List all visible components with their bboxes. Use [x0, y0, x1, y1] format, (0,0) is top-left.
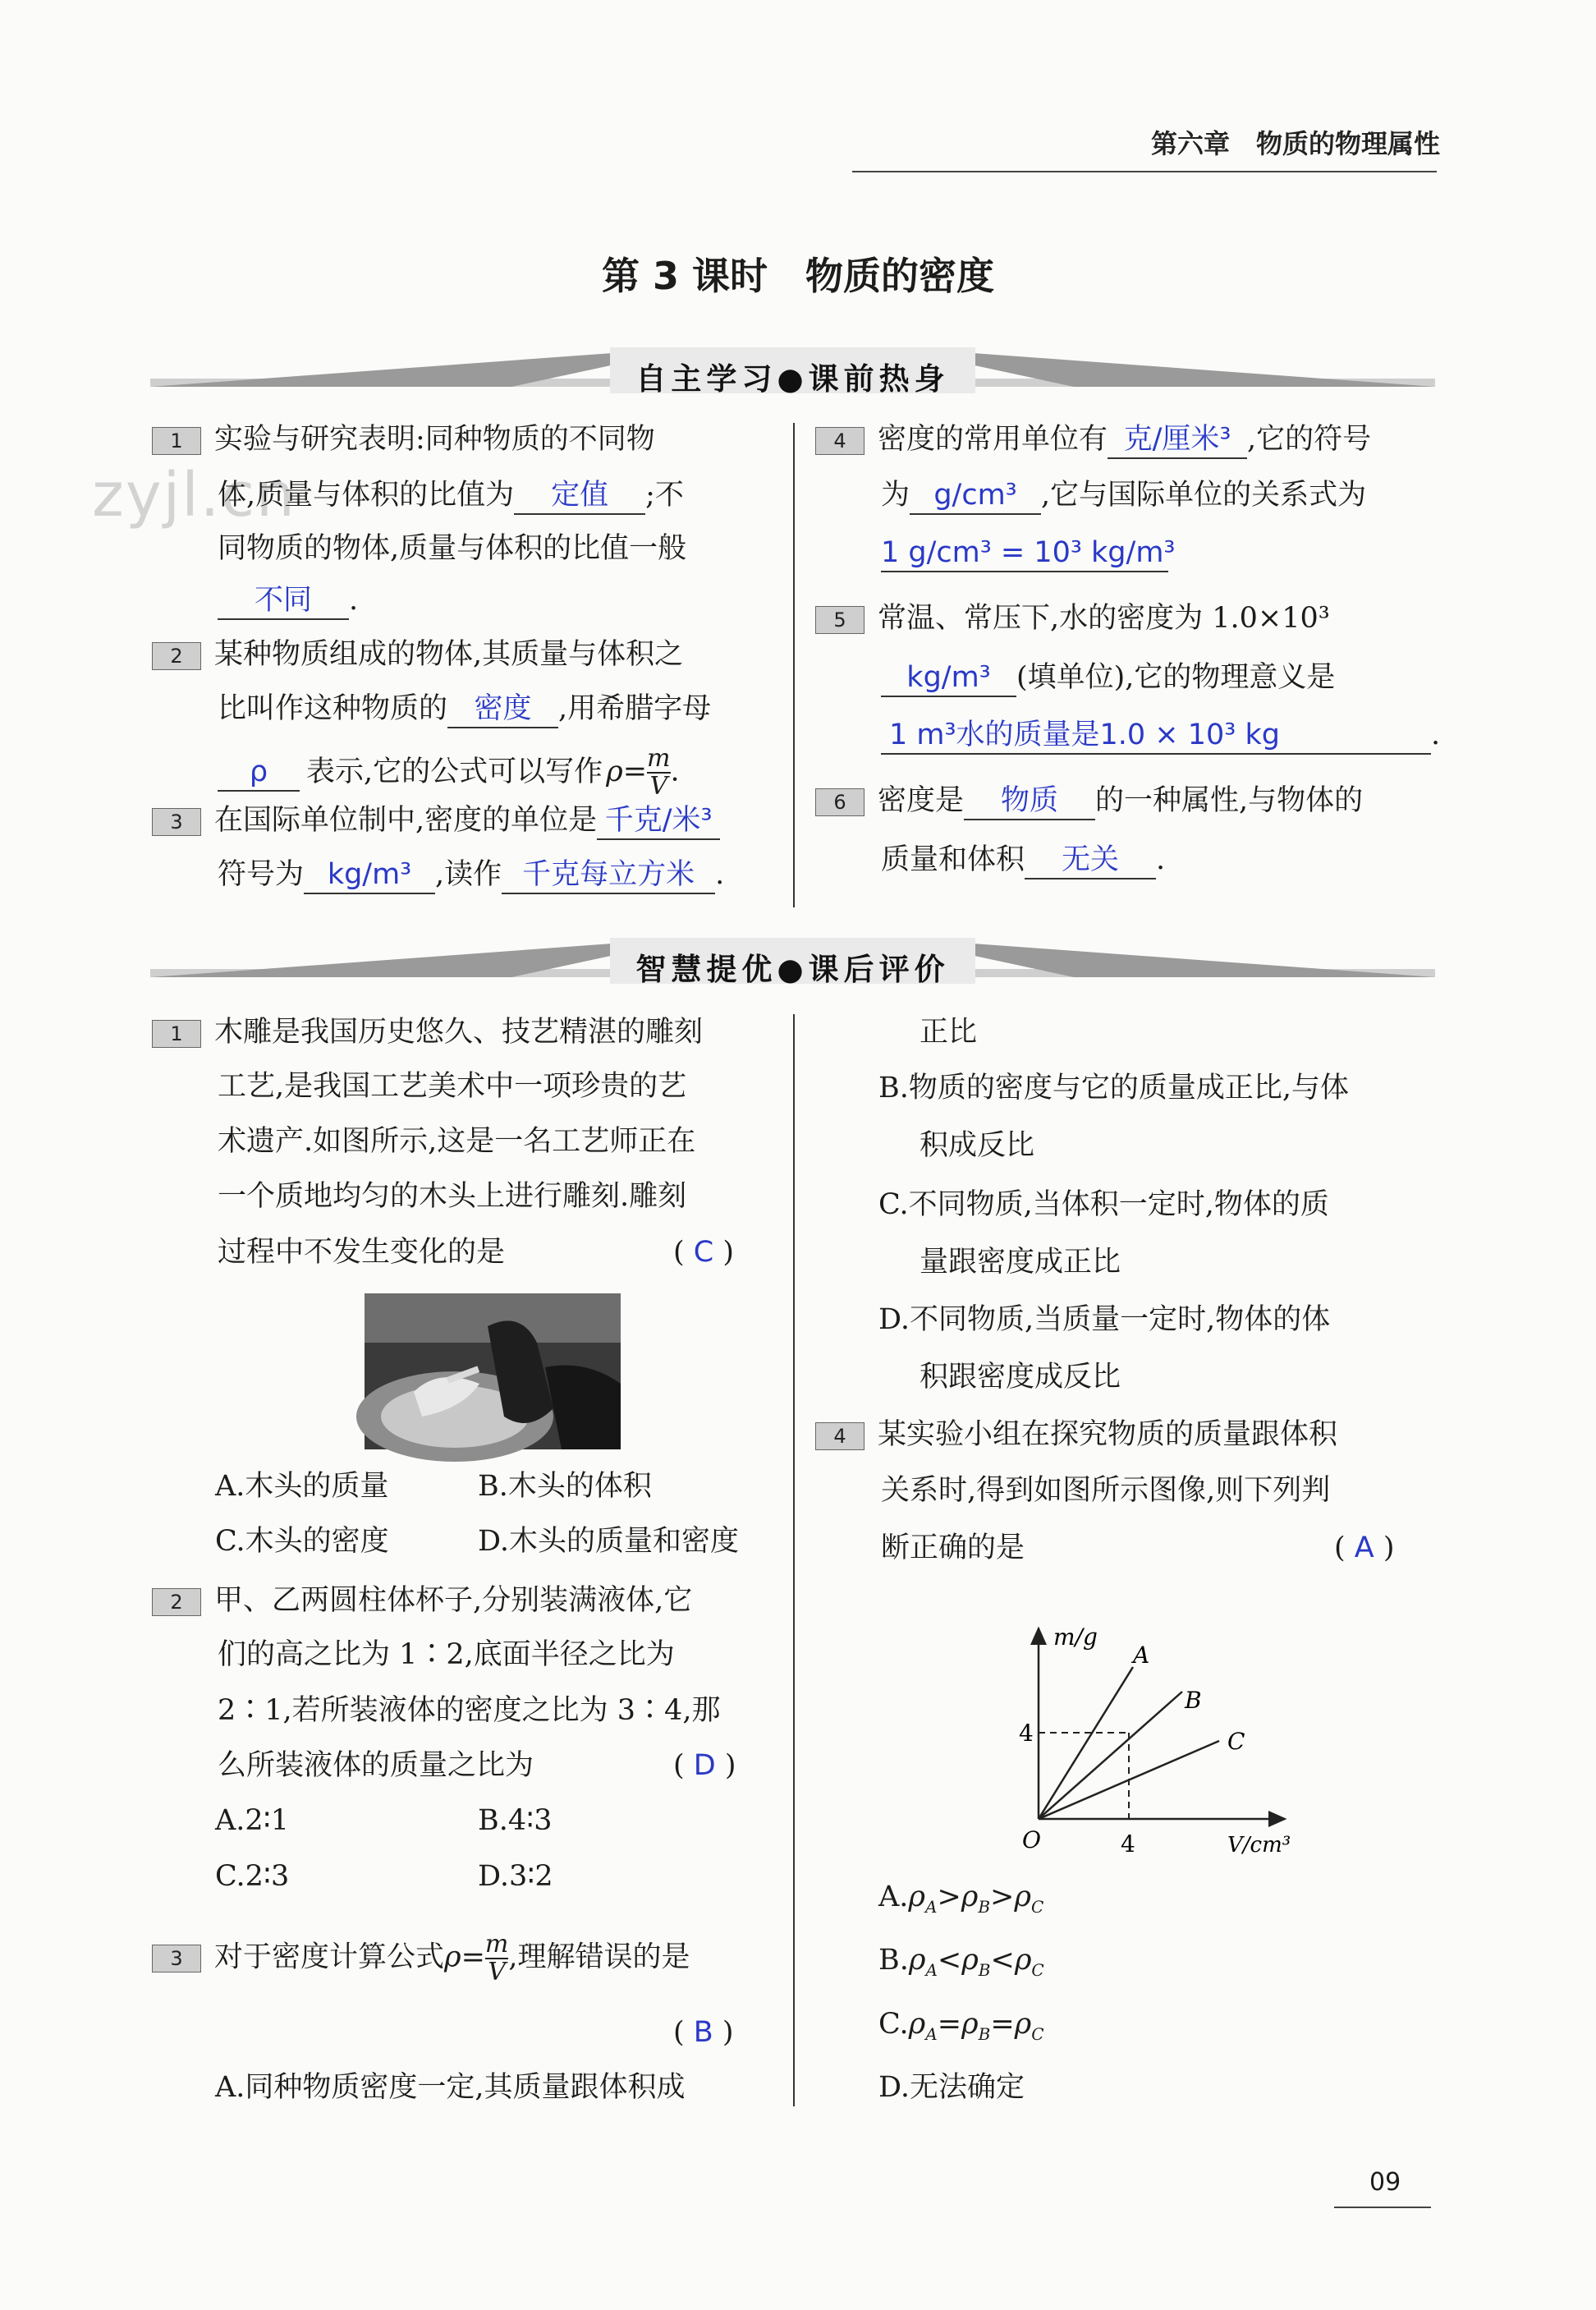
answer-blank: 物质	[964, 783, 1095, 820]
q1-text-line: 木雕是我国历史悠久、技艺精湛的雕刻	[214, 1016, 704, 1049]
y-tick-label: 4	[1019, 1720, 1034, 1747]
subscript: B	[978, 1960, 991, 1980]
subscript: A	[925, 1960, 938, 1980]
answer-blank: 无关	[1025, 842, 1156, 879]
answer-choice: B	[693, 2016, 713, 2049]
q6-line1a: 密度是	[878, 784, 965, 817]
section-banner-postclass	[150, 938, 1435, 989]
formula-rho: ρ	[606, 755, 623, 788]
q1-line1: 实验与研究表明:同种物质的不同物	[214, 423, 655, 456]
q4-line2a: 为	[881, 479, 910, 512]
q2-line2b: ,用希腊字母	[558, 692, 712, 725]
q2-text-line: 们的高之比为 1∶2,底面半径之比为	[218, 1638, 675, 1671]
q4-line1b: ,它的符号	[1247, 423, 1372, 456]
question-number: 5	[815, 606, 864, 634]
answer-bracket: ( D )	[673, 1749, 736, 1782]
header-divider	[852, 171, 1437, 172]
line-a	[1039, 1667, 1133, 1819]
answer-blank: g/cm³	[910, 477, 1041, 515]
watermark: zyjl.cn	[92, 460, 296, 530]
comparison-operator: <	[937, 1944, 962, 1977]
q2-line2a: 比叫作这种物质的	[218, 692, 448, 725]
q3-line1a: 对于密度计算公式	[214, 1940, 445, 1974]
line-b	[1039, 1692, 1182, 1819]
answer-blank: 密度	[447, 691, 558, 728]
y-axis-label: m/g	[1053, 1623, 1098, 1651]
answer-blank: 1 g/cm³ = 10³ kg/m³	[881, 535, 1168, 572]
answer-choice: D	[693, 1749, 716, 1782]
q4-text-line: 断正确的是	[881, 1532, 1025, 1564]
x-tick-label: 4	[1121, 1830, 1135, 1858]
option-c: C.2∶3	[215, 1860, 290, 1893]
banner-title: 自主学习●课前热身	[635, 361, 950, 397]
option-c: C.木头的密度	[215, 1525, 389, 1558]
option-d: D.无法确定	[878, 2071, 1025, 2104]
option-c: $C.\rho_A=\rho_B=\rho_C$	[878, 2008, 1044, 2044]
q4-text-line: 某实验小组在探究物质的质量跟体积	[878, 1418, 1338, 1451]
answer-blank: kg/m³	[881, 659, 1016, 697]
question-number: 4	[815, 427, 864, 455]
comparison-operator: >	[937, 1881, 961, 1913]
q1-text-line: 一个质地均匀的木头上进行雕刻.雕刻	[218, 1180, 687, 1213]
option-b-line1: B.物质的密度与它的质量成正比,与体	[878, 1072, 1349, 1104]
q5-line3b: .	[1431, 719, 1441, 751]
subscript: C	[1031, 1960, 1044, 1980]
answer-blank: kg/m³	[304, 856, 435, 894]
question-number: 1	[152, 1020, 201, 1048]
answer-choice: A	[1354, 1532, 1374, 1564]
comparison-operator: =	[990, 2008, 1015, 2041]
option-prefix: A.	[878, 1881, 909, 1913]
answer-blank: 1 m³水的质量是1.0 × 10³ kg	[881, 717, 1431, 755]
formula-eq: =	[622, 755, 648, 788]
question-number: 2	[152, 1588, 201, 1616]
q6-line2b: .	[1156, 843, 1166, 876]
option-b-line2: 积成反比	[920, 1129, 1035, 1162]
subscript: B	[978, 2024, 991, 2044]
answer-bracket: ( C )	[673, 1236, 735, 1269]
lesson-title: 第 3 课时 物质的密度	[601, 254, 995, 298]
comparison-operator: >	[990, 1881, 1015, 1913]
subscript: A	[925, 2024, 938, 2044]
q1-text-line: 术遗产.如图所示,这是一名工艺师正在	[218, 1125, 696, 1158]
answer-blank: 千克每立方米	[502, 856, 715, 894]
option-b: $B.\rho_A<\rho_B<\rho_C$	[878, 1944, 1044, 1980]
option-prefix: B.	[878, 1944, 909, 1977]
option-c-line2: 量跟密度成正比	[920, 1246, 1121, 1279]
q3-line2a: 符号为	[218, 858, 305, 891]
option-a: A.2∶1	[215, 1804, 290, 1837]
subscript: A	[924, 1897, 938, 1917]
option-prefix: C.	[878, 2008, 909, 2041]
q1-line4b: .	[349, 584, 359, 617]
page-number: 09	[1369, 2168, 1401, 2197]
q2-line1: 某种物质组成的物体,其质量与体积之	[214, 638, 684, 671]
column-divider	[793, 423, 795, 907]
fraction-numerator: m	[647, 744, 671, 773]
fraction-numerator: m	[484, 1930, 509, 1959]
q4-line2b: ,它与国际单位的关系式为	[1041, 479, 1367, 512]
option-d-line2: 积跟密度成反比	[920, 1361, 1121, 1394]
line-b-label: B	[1185, 1687, 1202, 1714]
chapter-header: 第六章 物质的物理属性	[1150, 128, 1440, 159]
answer-choice: C	[693, 1236, 714, 1269]
q5-line1: 常温、常压下,水的密度为 1.0×10³	[878, 602, 1330, 635]
comparison-operator: =	[937, 2008, 962, 2041]
q6-line2a: 质量和体积	[881, 843, 1025, 876]
question-number: 3	[152, 1945, 201, 1972]
answer-blank: 定值	[514, 477, 645, 515]
answer-blank: 千克/米³	[597, 802, 720, 840]
formula-eq: =	[461, 1940, 485, 1974]
option-d-line1: D.不同物质,当质量一定时,物体的体	[878, 1303, 1331, 1336]
answer-bracket: ( B )	[673, 2016, 734, 2049]
answer-blank: 不同	[218, 582, 349, 620]
q3-line2b: ,读作	[435, 858, 502, 891]
option-a-line2: 正比	[920, 1016, 978, 1049]
formula-fraction	[647, 746, 670, 800]
q6-line1b: 的一种属性,与物体的	[1095, 784, 1364, 817]
q4-line1a: 密度的常用单位有	[878, 423, 1108, 456]
option-b: B.木头的体积	[478, 1470, 652, 1503]
question-number: 6	[815, 788, 864, 816]
woodcarving-photo	[365, 1293, 621, 1449]
q1-line3: 同物质的物体,质量与体积的比值一般	[218, 532, 687, 565]
answer-blank: 克/厘米³	[1108, 421, 1247, 459]
q1-line2b: ;不	[645, 479, 684, 512]
option-d: D.木头的质量和密度	[478, 1525, 739, 1558]
q4-text-line: 关系时,得到如图所示图像,则下列判	[881, 1474, 1331, 1507]
origin-label: O	[1022, 1826, 1041, 1853]
q2-text-line: 么所装液体的质量之比为	[218, 1749, 534, 1782]
q2-text-line: 2∶1,若所装液体的密度之比为 3∶4,那	[218, 1694, 721, 1727]
question-number: 3	[152, 808, 201, 836]
answer-blank: ρ	[218, 754, 300, 792]
q1-text-line: 工艺,是我国工艺美术中一项珍贵的艺	[218, 1070, 687, 1103]
option-c-line1: C.不同物质,当体积一定时,物体的质	[878, 1188, 1329, 1221]
line-a-label: A	[1133, 1642, 1150, 1669]
page-number-divider	[1334, 2207, 1431, 2208]
subscript: C	[1030, 1897, 1044, 1917]
comparison-operator: <	[990, 1944, 1015, 1977]
line-c-label: C	[1227, 1728, 1245, 1755]
q1-text-line: 过程中不发生变化的是	[218, 1236, 506, 1269]
q3-line1b: ,理解错误的是	[508, 1940, 690, 1974]
option-a-line1: A.同种物质密度一定,其质量跟体积成	[215, 2071, 686, 2104]
subscript: C	[1031, 2024, 1044, 2044]
fraction-denominator: V	[488, 1958, 506, 1986]
option-a: A.木头的质量	[215, 1470, 389, 1503]
formula-fraction	[485, 1931, 508, 1986]
x-axis-label: V/cm³	[1227, 1833, 1291, 1858]
q3-line1a: 在国际单位制中,密度的单位是	[214, 804, 598, 837]
question-number: 2	[152, 642, 201, 670]
option-b: B.4∶3	[478, 1804, 553, 1837]
subscript: B	[978, 1897, 991, 1917]
banner-title: 智慧提优●课后评价	[635, 952, 950, 987]
formula-rho: ρ	[444, 1940, 461, 1974]
q1-line2a: 体,质量与体积的比值为	[218, 479, 515, 512]
option-d: D.3∶2	[478, 1860, 553, 1893]
q2-text-line: 甲、乙两圆柱体杯子,分别装满液体,它	[214, 1584, 693, 1617]
q3-line2c: .	[715, 858, 725, 891]
answer-bracket: ( A )	[1334, 1532, 1395, 1564]
question-number: 1	[152, 427, 201, 455]
column-divider	[793, 1014, 795, 2106]
fraction-denominator: V	[649, 772, 668, 801]
q2-line3a: 表示,它的公式可以写作	[306, 755, 603, 788]
option-a: $A.\rho_A>\rho_B>\rho_C$	[878, 1881, 1044, 1917]
q5-line2b: (填单位),它的物理意义是	[1016, 661, 1336, 694]
section-banner-preclass	[150, 347, 1435, 398]
q2-line3b: .	[670, 755, 680, 788]
question-number: 4	[815, 1422, 864, 1450]
mass-volume-graph	[1019, 1622, 1309, 1868]
